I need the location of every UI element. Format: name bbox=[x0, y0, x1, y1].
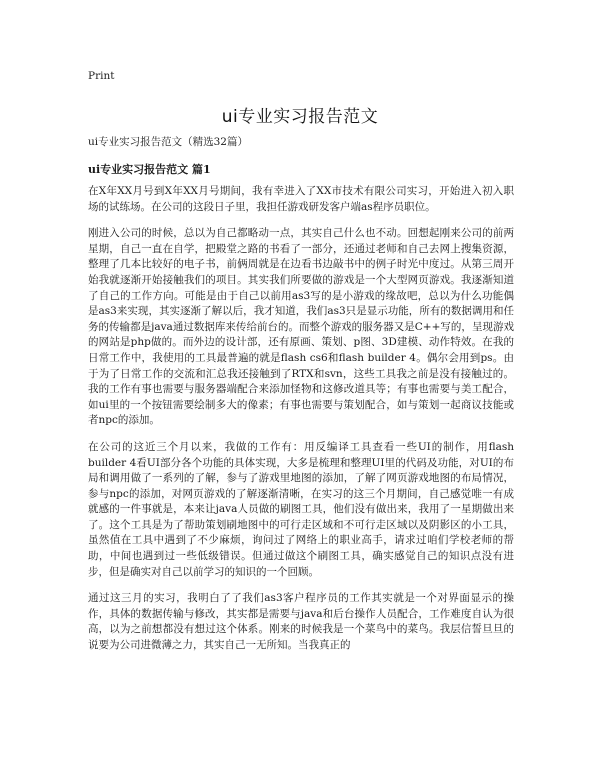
document-body bbox=[88, 184, 514, 654]
section-heading: ui专业实习报告范文 篇1 bbox=[88, 163, 211, 176]
paragraph-1: 在X年XX月号到X年XX月号期间，我有幸进入了XX市技术有限公司实习，开始进入初入职场的试练场。在公司的这段日子里，我担任游戏研发客户端as程序员职位。 bbox=[88, 185, 514, 213]
page-title: ui专业实习报告范文 bbox=[221, 107, 379, 127]
print-label: Print bbox=[88, 70, 115, 82]
paragraph-3: 在公司的这近三个月以来，我做的工作有：用反编译工具查看一些UI的制作，用flash builder 4看UI部分各个功能的具体实现，大多是梳理和整理UI里的代码及功能，对UI的布局和调用做了一系列的了解，参与了游戏里地图的添加，了解了网页游戏地图的布局情况，参与npc的添加，对网页游戏的了解逐渐清晰，在实习的这三个月期间，自己感觉唯一有成就感的一件事就是，本来让java人员做的刷图工具，他们没有做出来，我用了一星期做出来了。这个工具是为了帮助策划刷地图中的可行走区域和不可行走区域以及阴影区的小工具，虽然值在工具中遇到了不少麻烦，询问过了网络上的职业高手，请求过咱们学校老师的帮助，中间也遇到过一些低级错误。但通过做这个刷图工具，确实感觉自己的知识点没有进步，但是确实对自己以前学习的知识的一个回顾。 bbox=[88, 440, 514, 578]
paragraph-4: 通过这三月的实习，我明白了了我们as3客户程序员的工作其实就是一个对界面显示的操作，具体的数据传输与修改，其实都是需要与java和后台操作人员配合，工作难度自认为很高，以为之前想都没有想过这个体系。刚来的时候我是一个菜鸟中的菜鸟。我层信誓旦旦的说要为公司进微薄之力，其实自己一无所知。当我真正的 bbox=[88, 592, 514, 652]
paragraph-2: 刚进入公司的时候，总以为自己都略动一点，其实自己什么也不动。回想起刚来公司的前两星期，自己一直在自学，把殿堂之路的书看了一部分，还通过老师和自己去网上搜集资源，整理了几本比较好的电子书，前俩周就是在边看书边敲书中的例子时光中度过。从第三周开始我就逐渐开始接触我们的项目。其实我们所要做的游戏是一个大型网页游戏。我逐渐知道了自己的工作方向。可能是由于自己以前用as3写的是小游戏的缘故吧，总以为什么功能偶是as3来实现，其实逐渐了解以后，我才知道，我们as3只是显示功能，所有的数据调用和任务的传输都是java通过数据库来传给前台的。而整个游戏的服务器又是C++写的，呈现游戏的网站是php做的。而外边的设计部，还有原画、策划、p图、3D建模、动作特效。在我的日常工作中，我使用的工具最普遍的就是flash cs6和flash builder 4。偶尔会用到ps。由于为了日常工作的交流和汇总我还接触到了RTX和svn，这些工具我之前是没有接触过的。我的工作有事也需要与服务器端配合来添加怪物和这修改道具等；有事也需要与美工配合，如ui里的一个按钮需要绘制多大的像素；有事也需要与策划配合，如与策划一起商议技能或者npc的添加。 bbox=[88, 227, 514, 427]
document-subtitle: ui专业实习报告范文（精选32篇） bbox=[88, 136, 248, 148]
